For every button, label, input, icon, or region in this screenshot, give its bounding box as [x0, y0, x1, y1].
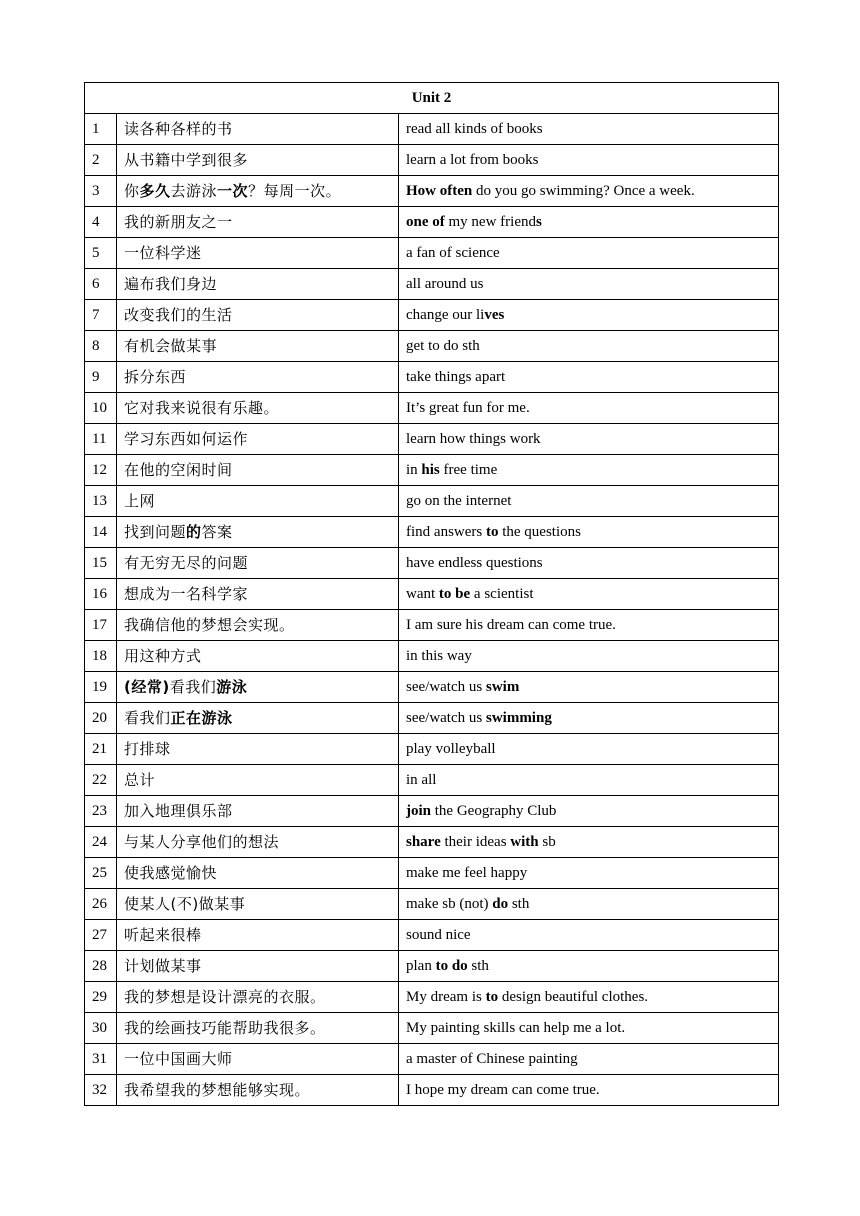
- table-row: [85, 734, 779, 765]
- text-segment: learn a lot from books: [406, 152, 539, 168]
- vocabulary-table: [84, 82, 779, 1106]
- row-number: 30: [85, 1013, 117, 1044]
- english-phrase: [399, 424, 779, 455]
- bold-text-segment: swim: [485, 679, 520, 695]
- row-number: 27: [85, 920, 117, 951]
- text-segment: It’s great fun for me.: [406, 400, 530, 416]
- row-number: 2: [85, 145, 117, 176]
- bold-text-segment: with: [510, 834, 539, 850]
- text-segment: find answers: [406, 524, 486, 540]
- bold-text-segment: join: [406, 803, 432, 819]
- chinese-phrase: [117, 641, 399, 672]
- table-row: [85, 703, 779, 734]
- text-segment: a master of Chinese painting: [406, 1051, 578, 1067]
- row-number: 7: [85, 300, 117, 331]
- text-segment: take things apart: [406, 369, 506, 385]
- row-number: 22: [85, 765, 117, 796]
- english-phrase: [399, 207, 779, 238]
- table-row: [85, 982, 779, 1013]
- bold-text-segment: 正在游泳: [170, 709, 233, 727]
- text-segment: My painting skills can help me a lot.: [406, 1020, 626, 1036]
- text-segment: learn how things work: [406, 431, 541, 447]
- text-segment: 我的梦想是设计漂亮的衣服。: [124, 988, 326, 1006]
- row-number: 10: [85, 393, 117, 424]
- chinese-phrase: [117, 393, 399, 424]
- bold-text-segment: (经常): [124, 678, 170, 696]
- row-number: 13: [85, 486, 117, 517]
- text-segment: go on the internet: [406, 493, 512, 509]
- table-row: [85, 610, 779, 641]
- bold-text-segment: 游泳: [216, 678, 248, 696]
- chinese-phrase: [117, 827, 399, 858]
- bold-text-segment: to: [485, 524, 499, 540]
- text-segment: My dream is: [406, 989, 486, 1005]
- text-segment: 一位科学迷: [124, 244, 202, 262]
- english-phrase: [399, 517, 779, 548]
- table-row: [85, 145, 779, 176]
- row-number: 15: [85, 548, 117, 579]
- text-segment: 读各种各样的书: [124, 120, 233, 138]
- text-segment: 学习东西如何运作: [124, 430, 249, 448]
- table-row: [85, 579, 779, 610]
- table-row: [85, 920, 779, 951]
- english-phrase: [399, 145, 779, 176]
- text-segment: in all: [406, 772, 437, 788]
- text-segment: change our li: [406, 307, 485, 323]
- row-number: 9: [85, 362, 117, 393]
- chinese-phrase: [117, 176, 399, 207]
- row-number: 19: [85, 672, 117, 703]
- table-row: [85, 951, 779, 982]
- english-phrase: [399, 362, 779, 393]
- chinese-phrase: [117, 331, 399, 362]
- text-segment: see/watch us: [406, 679, 486, 695]
- text-segment: 上网: [124, 492, 156, 510]
- english-phrase: [399, 1044, 779, 1075]
- text-segment: their ideas: [440, 834, 511, 850]
- chinese-phrase: [117, 1075, 399, 1106]
- english-phrase: [399, 734, 779, 765]
- row-number: 1: [85, 114, 117, 145]
- table-row: [85, 672, 779, 703]
- text-segment: read all kinds of books: [406, 121, 543, 137]
- chinese-phrase: [117, 672, 399, 703]
- table-row: [85, 858, 779, 889]
- table-row: [85, 796, 779, 827]
- text-segment: 用这种方式: [124, 647, 202, 665]
- table-row: [85, 362, 779, 393]
- text-segment: 我的绘画技巧能帮助我很多。: [124, 1019, 326, 1037]
- bold-text-segment: to: [485, 989, 499, 1005]
- row-number: 32: [85, 1075, 117, 1106]
- chinese-phrase: [117, 238, 399, 269]
- chinese-phrase: [117, 610, 399, 641]
- text-segment: all around us: [406, 276, 484, 292]
- chinese-phrase: [117, 455, 399, 486]
- row-number: 6: [85, 269, 117, 300]
- table-row: [85, 765, 779, 796]
- bold-text-segment: ves: [484, 307, 505, 323]
- chinese-phrase: [117, 207, 399, 238]
- chinese-phrase: [117, 920, 399, 951]
- bold-text-segment: swimming: [485, 710, 552, 726]
- text-segment: see/watch us: [406, 710, 486, 726]
- text-segment: in: [406, 462, 422, 478]
- text-segment: 计划做某事: [124, 957, 202, 975]
- chinese-phrase: [117, 858, 399, 889]
- text-segment: 我的新朋友之一: [124, 213, 233, 231]
- table-row: [85, 393, 779, 424]
- text-segment: have endless questions: [406, 555, 543, 571]
- text-segment: get to do sth: [406, 338, 480, 354]
- chinese-phrase: [117, 114, 399, 145]
- english-phrase: [399, 455, 779, 486]
- table-row: [85, 207, 779, 238]
- chinese-phrase: [117, 579, 399, 610]
- bold-text-segment: share: [406, 834, 441, 850]
- bold-text-segment: 多久: [139, 182, 171, 200]
- bold-text-segment: his: [421, 462, 440, 478]
- row-number: 26: [85, 889, 117, 920]
- row-number: 4: [85, 207, 117, 238]
- table-row: [85, 269, 779, 300]
- text-segment: I hope my dream can come true.: [406, 1082, 600, 1098]
- english-phrase: [399, 1075, 779, 1106]
- row-number: 12: [85, 455, 117, 486]
- text-segment: my new friend: [444, 214, 536, 230]
- text-segment: make sb (not): [406, 896, 493, 912]
- chinese-phrase: [117, 703, 399, 734]
- text-segment: 它对我来说很有乐趣。: [124, 399, 280, 417]
- text-segment: 去游泳: [170, 182, 218, 200]
- text-segment: 有机会做某事: [124, 337, 218, 355]
- english-phrase: [399, 982, 779, 1013]
- row-number: 25: [85, 858, 117, 889]
- text-segment: 听起来很棒: [124, 926, 202, 944]
- english-phrase: [399, 1013, 779, 1044]
- chinese-phrase: [117, 734, 399, 765]
- chinese-phrase: [117, 548, 399, 579]
- text-segment: 遍布我们身边: [124, 275, 218, 293]
- text-segment: want: [406, 586, 439, 602]
- english-phrase: [399, 393, 779, 424]
- table-row: [85, 238, 779, 269]
- chinese-phrase: [117, 424, 399, 455]
- chinese-phrase: [117, 517, 399, 548]
- table-row: [85, 1013, 779, 1044]
- text-segment: 拆分东西: [124, 368, 187, 386]
- table-row: [85, 331, 779, 362]
- english-phrase: [399, 920, 779, 951]
- row-number: 16: [85, 579, 117, 610]
- chinese-phrase: [117, 300, 399, 331]
- text-segment: 答案: [201, 523, 233, 541]
- english-phrase: [399, 176, 779, 207]
- table-row: [85, 889, 779, 920]
- row-number: 18: [85, 641, 117, 672]
- table-title-row: [85, 83, 779, 114]
- text-segment: make me feel happy: [406, 865, 528, 881]
- text-segment: 在他的空闲时间: [124, 461, 233, 479]
- text-segment: design beautiful clothes.: [498, 989, 649, 1005]
- text-segment: sth: [467, 958, 489, 974]
- text-segment: 我确信他的梦想会实现。: [124, 616, 295, 634]
- english-phrase: [399, 796, 779, 827]
- bold-text-segment: 的: [186, 523, 202, 541]
- text-segment: the Geography Club: [431, 803, 557, 819]
- english-phrase: [399, 114, 779, 145]
- chinese-phrase: [117, 1044, 399, 1075]
- text-segment: 有无穷无尽的问题: [124, 554, 249, 572]
- english-phrase: [399, 827, 779, 858]
- row-number: 8: [85, 331, 117, 362]
- text-segment: 找到问题: [124, 523, 187, 541]
- row-number: 14: [85, 517, 117, 548]
- bold-text-segment: How often: [406, 183, 473, 199]
- bold-text-segment: one of: [406, 214, 445, 230]
- english-phrase: [399, 951, 779, 982]
- chinese-phrase: [117, 889, 399, 920]
- unit-title: Unit 2: [85, 83, 779, 114]
- row-number: 11: [85, 424, 117, 455]
- text-segment: play volleyball: [406, 741, 496, 757]
- english-phrase: [399, 610, 779, 641]
- vocabulary-sheet: [84, 82, 778, 1106]
- text-segment: 加入地理俱乐部: [124, 802, 233, 820]
- text-segment: 想成为一名科学家: [124, 585, 249, 603]
- chinese-phrase: [117, 951, 399, 982]
- row-number: 31: [85, 1044, 117, 1075]
- text-segment: 总计: [124, 771, 156, 789]
- table-row: [85, 300, 779, 331]
- table-row: [85, 548, 779, 579]
- table-row: [85, 176, 779, 207]
- english-phrase: [399, 486, 779, 517]
- table-row: [85, 641, 779, 672]
- row-number: 29: [85, 982, 117, 1013]
- english-phrase: [399, 858, 779, 889]
- text-segment: a scientist: [470, 586, 534, 602]
- text-segment: 打排球: [124, 740, 171, 758]
- row-number: 17: [85, 610, 117, 641]
- text-segment: 从书籍中学到很多: [124, 151, 249, 169]
- row-number: 20: [85, 703, 117, 734]
- bold-text-segment: s: [535, 214, 542, 230]
- row-number: 24: [85, 827, 117, 858]
- text-segment: 改变我们的生活: [124, 306, 233, 324]
- text-segment: 使我感觉愉快: [124, 864, 218, 882]
- table-row: [85, 1075, 779, 1106]
- english-phrase: [399, 300, 779, 331]
- english-phrase: [399, 331, 779, 362]
- english-phrase: [399, 548, 779, 579]
- row-number: 21: [85, 734, 117, 765]
- chinese-phrase: [117, 1013, 399, 1044]
- row-number: 28: [85, 951, 117, 982]
- row-number: 23: [85, 796, 117, 827]
- vocabulary-rows: [85, 114, 779, 1106]
- chinese-phrase: [117, 145, 399, 176]
- text-segment: plan: [406, 958, 436, 974]
- english-phrase: [399, 641, 779, 672]
- table-row: [85, 424, 779, 455]
- bold-text-segment: 一次: [217, 182, 249, 200]
- table-row: [85, 1044, 779, 1075]
- text-segment: sth: [508, 896, 530, 912]
- english-phrase: [399, 579, 779, 610]
- bold-text-segment: to be: [438, 586, 471, 602]
- text-segment: a fan of science: [406, 245, 500, 261]
- table-row: [85, 114, 779, 145]
- row-number: 3: [85, 176, 117, 207]
- text-segment: 一位中国画大师: [124, 1050, 233, 1068]
- text-segment: the questions: [498, 524, 581, 540]
- chinese-phrase: [117, 796, 399, 827]
- text-segment: sound nice: [406, 927, 471, 943]
- chinese-phrase: [117, 269, 399, 300]
- text-segment: 与某人分享他们的想法: [124, 833, 280, 851]
- table-row: [85, 486, 779, 517]
- english-phrase: [399, 889, 779, 920]
- bold-text-segment: do: [492, 896, 509, 912]
- english-phrase: [399, 269, 779, 300]
- chinese-phrase: [117, 765, 399, 796]
- text-segment: free time: [439, 462, 498, 478]
- english-phrase: [399, 765, 779, 796]
- text-segment: 你: [124, 182, 140, 200]
- table-row: [85, 827, 779, 858]
- chinese-phrase: [117, 362, 399, 393]
- english-phrase: [399, 703, 779, 734]
- chinese-phrase: [117, 982, 399, 1013]
- text-segment: ？每周一次。: [248, 182, 342, 200]
- english-phrase: [399, 238, 779, 269]
- bold-text-segment: to do: [435, 958, 468, 974]
- text-segment: do you go swimming? Once a week.: [472, 183, 695, 199]
- table-row: [85, 517, 779, 548]
- text-segment: 我希望我的梦想能够实现。: [124, 1081, 311, 1099]
- text-segment: sb: [538, 834, 556, 850]
- text-segment: 看我们: [124, 709, 171, 727]
- text-segment: 使某人(不)做某事: [124, 895, 246, 913]
- chinese-phrase: [117, 486, 399, 517]
- text-segment: I am sure his dream can come true.: [406, 617, 616, 633]
- table-row: [85, 455, 779, 486]
- text-segment: in this way: [406, 648, 472, 664]
- english-phrase: [399, 672, 779, 703]
- text-segment: 看我们: [169, 678, 217, 696]
- row-number: 5: [85, 238, 117, 269]
